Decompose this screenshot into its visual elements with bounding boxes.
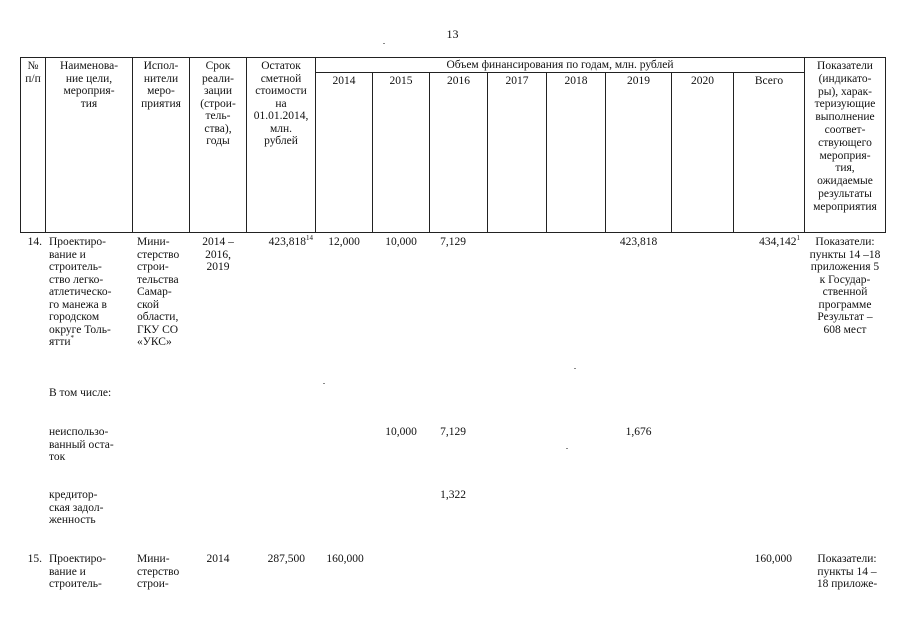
header-term: Срок реали- зации (строи- тель- ства), годы [200, 60, 236, 147]
row15-name: Проектиро- вание и строитель- [49, 553, 106, 590]
row15-indicators: Показатели: пункты 14 – 18 приложе- [816, 553, 878, 590]
header-year-2016: 2016 [447, 75, 470, 87]
unused-2019: 1,676 [625, 426, 652, 438]
row14-rest-value: 423,818 [268, 236, 306, 248]
row15-2014: 160,000 [326, 553, 364, 565]
row14-2014: 12,000 [328, 236, 360, 248]
unused-2015: 10,000 [385, 426, 417, 438]
grid-line-2020 [733, 72, 734, 233]
header-year-2018: 2018 [564, 75, 588, 87]
header-rest: Остаток сметной стоимости на 01.01.2014, млн. рублей [253, 60, 309, 147]
row14-num: 14. [27, 236, 42, 248]
credit-label: кредитор- ская задол- женность [49, 489, 104, 526]
row14-2016: 7,129 [440, 236, 466, 248]
header-total: Всего [754, 75, 784, 87]
header-executors: Испол- нители меро- приятия [141, 60, 181, 110]
grid-line-right [885, 57, 886, 233]
credit-2016: 1,322 [440, 489, 466, 501]
row15-term: 2014 [206, 553, 230, 565]
header-year-2017: 2017 [505, 75, 529, 87]
row14-name [49, 236, 135, 349]
row14-executors: Мини- стерство строи- тельства Самар- ской области, ГКУ СО «УКС» [137, 236, 180, 348]
unused-label: неиспользо- ванный оста- ток [49, 426, 114, 463]
row14-total [734, 236, 800, 249]
header-year-2019: 2019 [627, 75, 650, 87]
unused-2016: 7,129 [440, 426, 466, 438]
grid-line-2019 [671, 72, 672, 233]
grid-line-2018 [605, 72, 606, 233]
grid-line-2015 [429, 72, 430, 233]
row15-executors: Мини- стерство строи- [137, 553, 180, 590]
including-label: В том числе: [49, 387, 112, 399]
grid-line-2017 [546, 72, 547, 233]
scan-speck [383, 43, 385, 44]
row14-indicators: Показатели: пункты 14 –18 приложения 5 к Государ- ственной программе Результат – 608 мест [809, 236, 881, 336]
row15-total: 160,000 [754, 553, 792, 565]
scan-speck [574, 368, 576, 369]
grid-line-2016 [487, 72, 488, 233]
header-year-2015: 2015 [389, 75, 413, 87]
grid-line-2014 [372, 72, 373, 233]
grid-line-years-top [315, 72, 804, 73]
row14-rest [247, 236, 313, 249]
row14-total-value: 434,142 [759, 236, 797, 248]
row14-term: 2014 – 2016, 2019 [202, 236, 234, 273]
row14-name-footnote: * [70, 334, 74, 343]
header-indicators: Показатели (индикато- ры), харак- теризующие выполнение соответ- ствующего мероприя- тия, ожидаемые результаты мероприятия [813, 60, 877, 213]
row14-rest-footnote: 14 [306, 234, 313, 243]
row15-rest: 287,500 [267, 553, 305, 565]
header-year-2020: 2020 [691, 75, 714, 87]
grid-line-header-bottom [20, 232, 886, 233]
grid-line-top [20, 57, 886, 58]
row14-name-text: Проектиро- вание и строитель- ство легко- атлетическо- го манежа в городском округе Толь- ятти [49, 236, 112, 348]
header-name: Наименова- ние цели, мероприя- тия [59, 60, 119, 110]
header-num: № п/п [25, 60, 41, 85]
header-year-2014: 2014 [332, 75, 356, 87]
header-finance-group: Объем финансирования по годам, млн. рублей [446, 59, 674, 71]
row14-2019: 423,818 [619, 236, 658, 248]
row14-2015: 10,000 [385, 236, 417, 248]
row14-total-footnote: 1 [796, 234, 800, 243]
page-number: 13 [446, 27, 459, 41]
scan-speck [323, 383, 325, 384]
row15-num: 15. [27, 553, 42, 565]
scan-speck [566, 448, 568, 449]
